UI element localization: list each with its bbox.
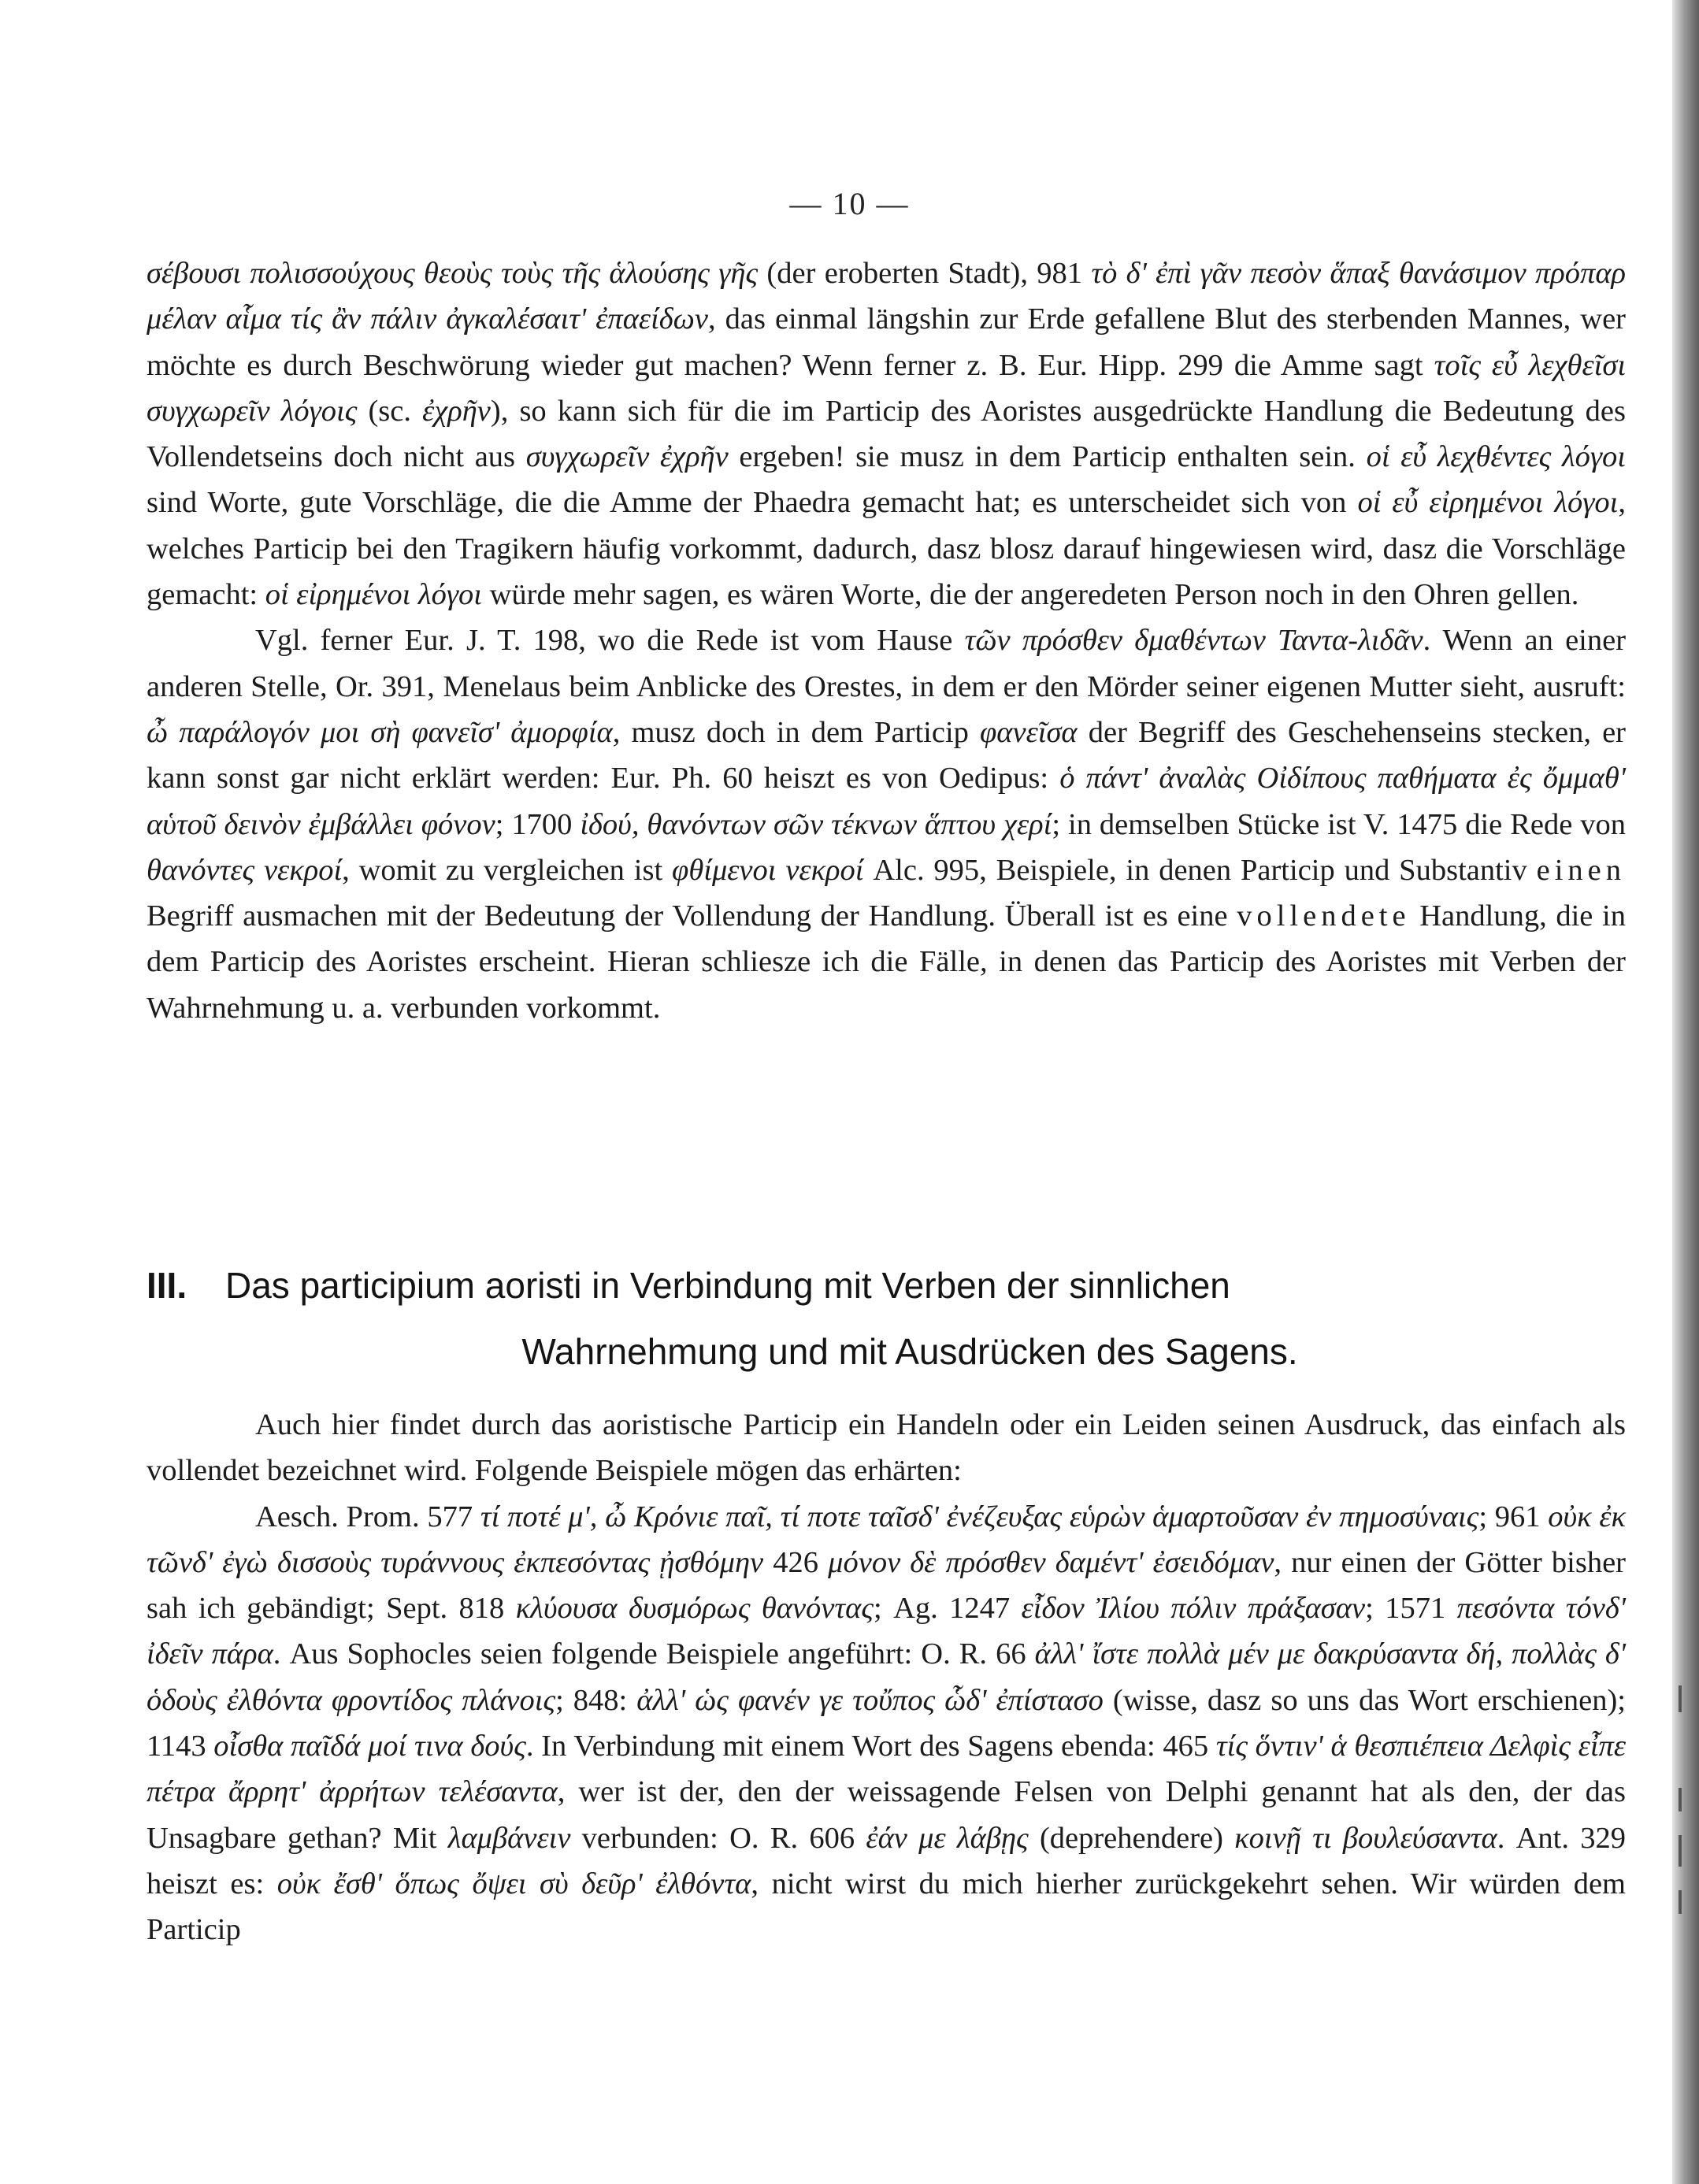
text-run: . Wenn an einer anderen Stelle, Or. 391, Menelaus beim Anblicke des Orestes, in dem er den Mörder seiner eigenen Mutter sieht, ausruft: (147, 624, 1627, 703)
text-run: würde mehr sagen, es wären Worte, die der angeredeten Person noch in den Ohren gellen. (481, 578, 1579, 612)
text-run: ; 961 (1478, 1500, 1549, 1533)
heading-line-1 (147, 1252, 1626, 1318)
text-run: ; in demselben Stücke ist V. 1475 die Rede von (1052, 807, 1627, 841)
page-number: — 10 — (789, 186, 910, 221)
text-run: ; 1700 (495, 807, 581, 841)
greek-quote: τοῖς εὖ λεχθεῖσι συγχωρεῖν λόγοις (147, 348, 1627, 428)
text-run: , nicht wirst du mich hierher zurückgekehrt sehen. Wir würden dem Particip (147, 1867, 1626, 1947)
text-run: . Aus Sophocles seien folgende Beispiele angeführt: O. R. 66 (273, 1637, 1035, 1671)
body-text-bottom (147, 1402, 1626, 1953)
greek-quote: οἱ εἰρημένοι λόγοι (265, 578, 482, 612)
text-run: Handlung, die in dem Particip des Aoristes erscheint. Hieran schliesze ich die Fälle, in denen das Particip des Aoristes mit Verben der Wahrnehmung u. a. verbunden vorkommt. (147, 899, 1626, 1025)
greek-quote: τί ποτέ μ', ὦ Κρόνιε παῖ, τί ποτε ταῖσδ' ἐνέζευξας εὑρὼν ἁμαρτοῦσαν ἐν πημοσύναις (480, 1500, 1479, 1533)
section-numeral: III. (147, 1265, 187, 1306)
greek-quote: φθίμενοι νεκροί (672, 853, 864, 887)
text-run: ), so kann sich für die im Particip des Aoristes ausgedrückte Handlung die Bedeutung des Vollendetseins doch nicht aus (147, 394, 1626, 474)
text-run: 426 (763, 1545, 829, 1579)
text-run: . Ant. 329 heiszt es: (147, 1821, 1626, 1900)
greek-quote: τῶν πρόσθεν δμαθέντων Ταντα-λιδᾶν (964, 624, 1423, 658)
heading-text: Das participium aoristi in Verbindung mit Verben der sinnlichen (225, 1265, 1230, 1306)
text-run: ; 848: (555, 1683, 637, 1717)
greek-quote: συγχωρεῖν ἐχρῆν (525, 440, 729, 474)
text-run: ; Ag. 1247 (874, 1592, 1022, 1626)
text-run: , nur einen der Götter bisher sah ich gebändigt; Sept. 818 (147, 1545, 1626, 1626)
greek-quote: ἐχρῆν (422, 394, 491, 428)
greek-quote: ἰδού, θανόντων σῶν τέκνων ἅπτου χερί (580, 807, 1052, 841)
greek-quote: οὐκ ἔσθ' ὅπως ὄψει σὺ δεῦρ' ἐλθόντα (276, 1867, 751, 1900)
text-run: , welches Particip bei den Tragikern häufig vorkommt, dadurch, dasz blosz darauf hingewiesen wird, dasz die Vorschläge gemacht: (147, 486, 1626, 612)
greek-quote: οὐκ ἐκ τῶνδ' ἐγὼ δισσοὺς τυράννους ἐκπεσόντας ᾐσθόμην (147, 1500, 1626, 1579)
greek-quote: ἀλλ' ὡς φανέν γε τοὔπος ὧδ' ἐπίστασο (636, 1683, 1104, 1717)
greek-quote: τὸ δ' ἐπὶ γᾶν πεσὸν ἅπαξ θανάσιμον πρόπαρ μέλαν αἷμα τίς ἂν πάλιν ἀγκαλέσαιτ' ἐπαείδων (147, 257, 1627, 336)
greek-quote: θανόντες νεκροί (147, 853, 343, 887)
text-run: , das einmal längshin zur Erde gefallene Blut des sterbenden Mannes, wer möchte es durch Beschwörung wieder gut machen? Wenn ferner z. B. Eur. Hipp. 299 die Amme sagt (147, 302, 1627, 382)
text-run: ergeben! sie musz in dem Particip enthalten sein. (728, 440, 1367, 474)
text-run: Vgl. ferner Eur. J. T. 198, wo die Rede ist vom Hause (255, 624, 965, 658)
scan-edge-mark (1679, 1890, 1682, 1914)
text-run: , womit zu vergleichen ist (342, 853, 673, 887)
text-run: (der eroberten Stadt), 981 (758, 257, 1092, 290)
greek-quote: οἱ εὖ εἰρημένοι λόγοι (1357, 486, 1619, 520)
text-run: Begriff ausmachen mit der Bedeutung der Vollendung der Handlung. Überall ist es eine (147, 899, 1237, 933)
text-run: . In Verbindung mit einem Wort des Sagens ebenda: 465 (525, 1730, 1216, 1763)
text-run: ; 1571 (1365, 1592, 1457, 1626)
scan-edge-mark (1679, 1788, 1682, 1811)
text-run: (deprehendere) (1028, 1821, 1235, 1855)
greek-quote: λαμβάνειν (447, 1821, 571, 1855)
greek-quote: πεσόντα τόνδ' ἰδεῖν πάρα (147, 1592, 1627, 1671)
scan-page-edge (1672, 0, 1699, 2184)
text-run: (wisse, dasz so uns das Wort erschienen); 1143 (147, 1683, 1626, 1763)
text-run: , musz doch in dem Particip (612, 715, 980, 749)
text-run: verbunden: O. R. 606 (570, 1821, 866, 1855)
heading-line-2: Wahrnehmung und mit Ausdrücken des Sagens. (521, 1331, 1298, 1372)
text-run: sind Worte, gute Vorschläge, die die Amme der Phaedra gemacht hat; es unterscheidet sich von (147, 486, 1358, 520)
greek-quote: ὁ πάντ' ἀναλὰς Οἰδίπους παθήματα ἐς ὄμμαθ' αὑτοῦ δεινὸν ἐμβάλλει φόνον (147, 762, 1626, 841)
greek-quote: οἱ εὖ λεχθέντες λόγοι (1366, 440, 1626, 474)
greek-quote: μόνον δὲ πρόσθεν δαμέντ' ἐσειδόμαν (828, 1545, 1274, 1579)
greek-quote: κοινῇ τι βουλεύσαντα (1234, 1821, 1497, 1855)
greek-quote: σέβουσι πολισσούχους θεοὺς τοὺς τῆς ἁλούσης γῆς (147, 257, 759, 290)
text-run: Aesch. Prom. 577 (255, 1500, 480, 1533)
emphasis: vollendete (1237, 899, 1411, 933)
text-run: Alc. 995, Beispiele, in denen Particip und Substantiv (863, 853, 1537, 887)
paragraph (147, 1494, 1626, 1953)
text-run: der Begriff des Geschehenseins stecken, er kann sonst gar nicht erklärt werden: Eur. Ph. 60 heiszt es von Oedipus: (147, 715, 1627, 795)
greek-quote: φανεῖσα (979, 715, 1078, 749)
text-run: , wer ist der, den der weissagende Felsen von Delphi genannt hat als den, der das Unsagbare gethan? Mit (147, 1775, 1626, 1855)
greek-quote: κλύουσα δυσμόρως θανόντας (515, 1592, 874, 1626)
greek-quote: οἶσθα παῖδά μοί τινα δούς (213, 1730, 526, 1763)
body-text-top (147, 250, 1626, 1031)
scan-edge-mark (1679, 1685, 1682, 1712)
paragraph (147, 617, 1626, 1031)
greek-quote: εἶδον Ἰλίου πόλιν πράξασαν (1021, 1592, 1366, 1626)
greek-quote: ἀλλ' ἴστε πολλὰ μέν με δακρύσαντα δή, πολλὰς δ' ὁδοὺς ἐλθόντα φροντίδος πλάνοις (147, 1637, 1627, 1717)
greek-quote: ὦ παράλογόν μοι σὴ φανεῖσ' ἀμορφία (147, 715, 613, 749)
scan-edge-mark (1679, 1835, 1682, 1867)
greek-quote: τίς ὅντιν' ἁ θεσπιέπεια Δελφὶς εἶπε πέτρα ἄρρητ' ἀρρήτων τελέσαντα (147, 1730, 1626, 1809)
paragraph: Auch hier findet durch das aoristische Particip ein Handeln oder ein Leiden seinen Ausdruck, das einfach als vollendet bezeichnet wird. Folgende Beispiele mögen das erhärten: (147, 1408, 1626, 1488)
emphasis: einen (1536, 853, 1626, 887)
paragraph (147, 250, 1626, 617)
text-run: (sc. (357, 394, 423, 428)
greek-quote: ἐάν με λάβῃς (866, 1821, 1029, 1855)
section-heading (147, 1252, 1626, 1385)
